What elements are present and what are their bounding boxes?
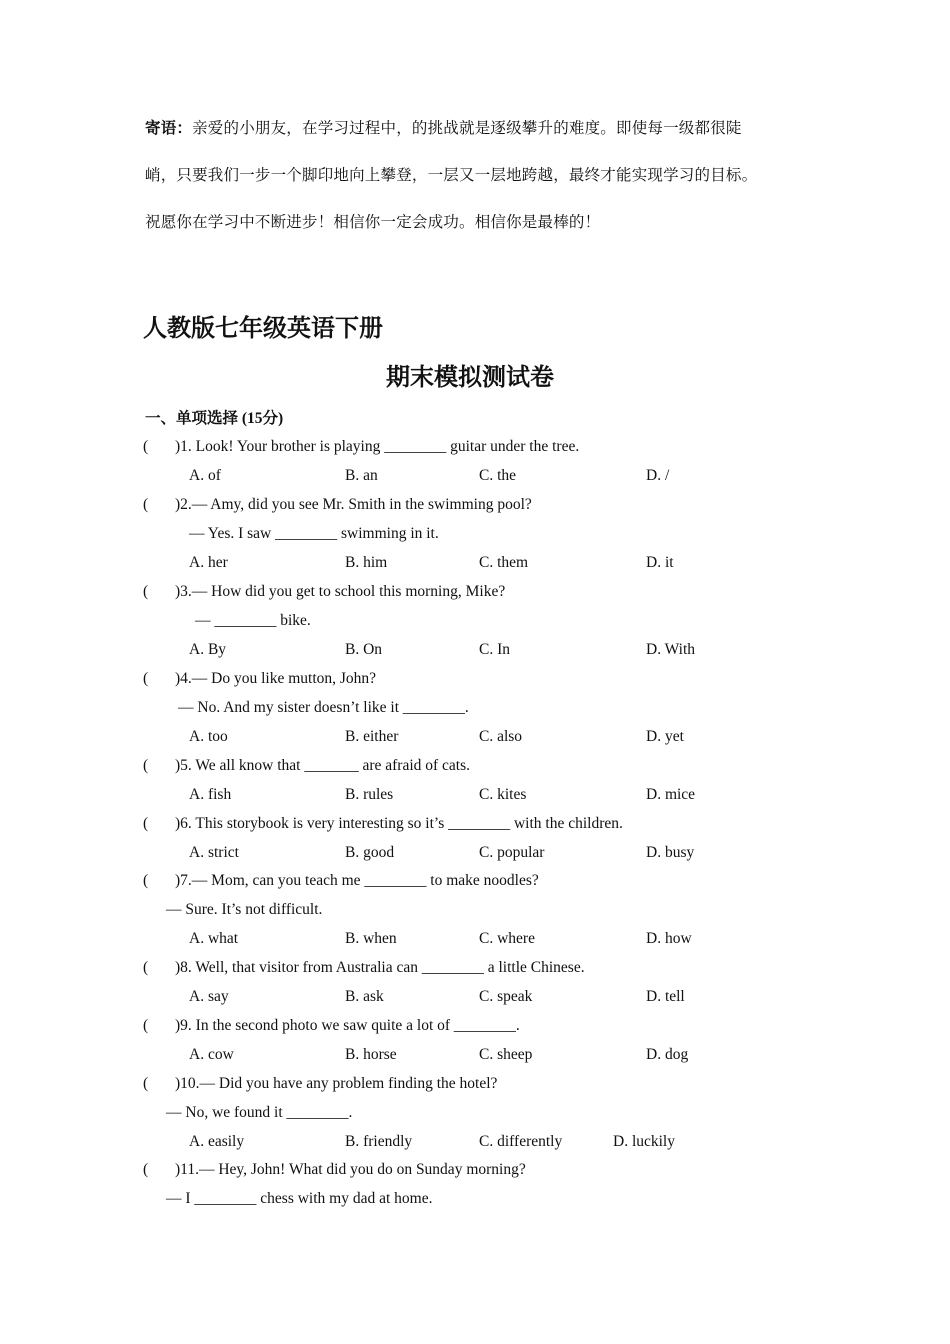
answer-blank: ( [143,872,149,889]
question-3-line-2: — ________ bike. [195,612,311,629]
page-subtitle: 期末模拟测试卷 [386,363,554,391]
question-5-option-b: B. rules [345,786,394,803]
question-6-option-a: A. strict [189,844,239,861]
question-2-line-2: — Yes. I saw ________ swimming in it. [189,525,439,542]
question-1-option-d: D. / [646,467,670,484]
question-10-option-d: D. luckily [613,1133,675,1150]
question-10-stem: )10.— Did you have any problem finding the hotel? [175,1075,498,1092]
greeting-line-1 [145,116,742,138]
answer-blank: ( [143,757,149,774]
question-10-option-a: A. easily [189,1133,245,1150]
question-11-line-2: — I ________ chess with my dad at home. [166,1190,433,1207]
question-4-option-b: B. either [345,728,399,745]
answer-blank: ( [143,1075,149,1092]
question-6-option-b: B. good [345,844,395,861]
question-4-option-a: A. too [189,728,228,745]
question-9-option-c: C. sheep [479,1046,533,1063]
question-6-stem: )6. This storybook is very interesting so it’s ________ with the children. [175,815,623,832]
question-5-stem: )5. We all know that _______ are afraid of cats. [175,757,471,774]
question-10-option-b: B. friendly [345,1133,413,1150]
question-10-line-2: — No, we found it ________. [166,1104,353,1121]
question-8-option-b: B. ask [345,988,384,1005]
question-8-option-d: D. tell [646,988,685,1005]
question-9-option-b: B. horse [345,1046,397,1063]
greeting-label: 寄语： [145,120,193,137]
question-2-option-d: D. it [646,554,674,571]
question-3-option-a: A. By [189,641,227,658]
question-1-option-a: A. of [189,467,221,484]
question-8-option-c: C. speak [479,988,533,1005]
question-4-option-c: C. also [479,728,523,745]
question-3-stem: )3.— How did you get to school this morning, Mike? [175,583,506,600]
question-5-option-d: D. mice [646,786,696,803]
question-9-option-a: A. cow [189,1046,234,1063]
question-7-option-a: A. what [189,930,239,947]
question-8-stem: )8. Well, that visitor from Australia can ________ a little Chinese. [175,959,585,976]
question-9-stem: )9. In the second photo we saw quite a lot of ________. [175,1017,520,1034]
question-7-option-b: B. when [345,930,397,947]
question-8-option-a: A. say [189,988,229,1005]
question-7-stem: )7.— Mom, can you teach me ________ to make noodles? [175,872,539,889]
answer-blank: ( [143,815,149,832]
answer-blank: ( [143,496,149,513]
answer-blank: ( [143,583,149,600]
question-2-option-a: A. her [189,554,228,571]
answer-blank: ( [143,1161,149,1178]
question-9-option-d: D. dog [646,1046,689,1063]
question-3-option-d: D. With [646,641,696,658]
question-7-option-c: C. where [479,930,535,947]
question-3-option-c: C. In [479,641,510,658]
question-2-option-c: C. them [479,554,529,571]
question-3-option-b: B. On [345,641,383,658]
question-2-stem: )2.— Amy, did you see Mr. Smith in the swimming pool? [175,496,532,513]
greeting-text-1: 亲爱的小朋友，在学习过程中，的挑战就是逐级攀升的难度。即使每一级都很陡 [192,120,742,137]
question-6-option-c: C. popular [479,844,545,861]
question-5-option-c: C. kites [479,786,527,803]
answer-blank: ( [143,1017,149,1034]
section-heading: 一、单项选择 (15分) [145,410,284,427]
page-title: 人教版七年级英语下册 [143,314,383,342]
question-5-option-a: A. fish [189,786,232,803]
question-10-option-c: C. differently [479,1133,563,1150]
question-4-line-2: — No. And my sister doesn’t like it ________. [178,699,469,716]
answer-blank: ( [143,438,149,455]
question-4-option-d: D. yet [646,728,684,745]
question-2-option-b: B. him [345,554,388,571]
greeting-line-3: 祝愿你在学习中不断进步！相信你一定会成功。相信你是最棒的！ [145,214,601,231]
question-1-stem: )1. Look! Your brother is playing ________ guitar under the tree. [175,438,580,455]
question-6-option-d: D. busy [646,844,695,861]
question-1-option-b: B. an [345,467,378,484]
question-4-stem: )4.— Do you like mutton, John? [175,670,377,687]
question-7-option-d: D. how [646,930,692,947]
question-1-option-c: C. the [479,467,517,484]
question-11-stem: )11.— Hey, John! What did you do on Sunday morning? [175,1161,526,1178]
answer-blank: ( [143,959,149,976]
greeting-line-2: 峭，只要我们一步一个脚印地向上攀登，一层又一层地跨越，最终才能实现学习的目标。 [145,167,758,184]
question-7-line-2: — Sure. It’s not difficult. [166,901,323,918]
answer-blank: ( [143,670,149,687]
